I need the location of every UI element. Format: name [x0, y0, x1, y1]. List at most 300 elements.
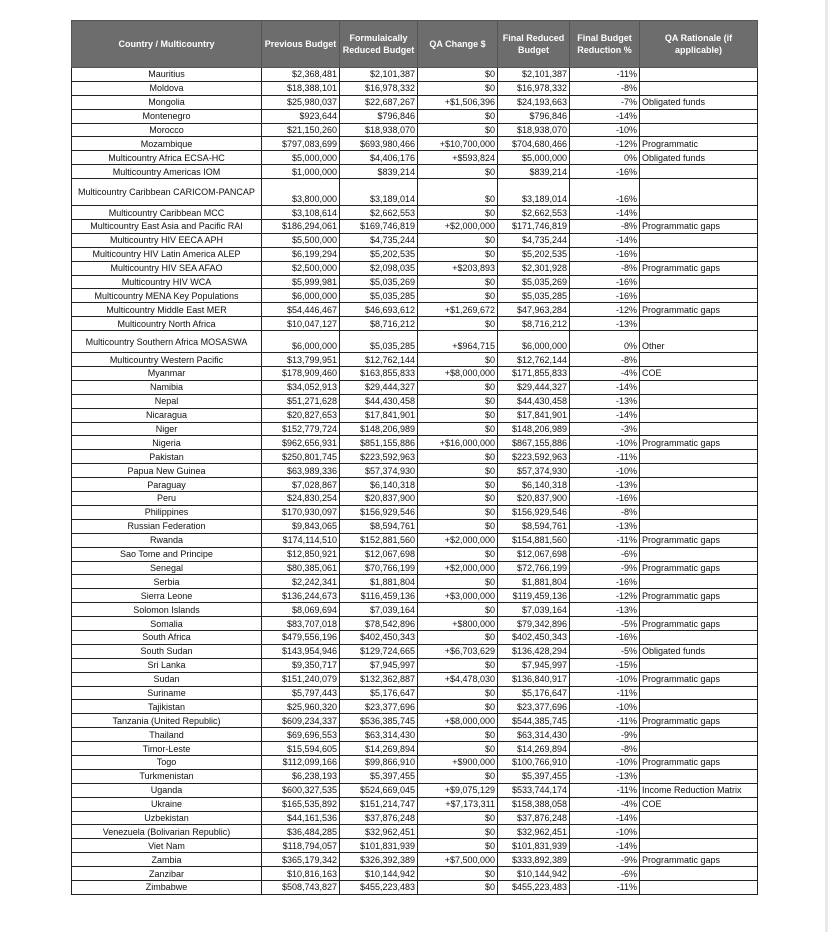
- cell-formulaic-budget: $2,662,553: [340, 206, 418, 220]
- table-row: [72, 317, 758, 331]
- cell-qa-change: $0: [418, 317, 498, 331]
- cell-previous-budget: $7,028,867: [262, 478, 340, 492]
- cell-country: Multicountry Americas IOM: [72, 165, 262, 179]
- cell-reduction-pct: -10%: [570, 700, 640, 714]
- cell-country: Zanzibar: [72, 867, 262, 881]
- cell-qa-change: $0: [418, 380, 498, 394]
- cell-reduction-pct: -8%: [570, 220, 640, 234]
- cell-qa-rationale: [640, 422, 758, 436]
- table-row: [72, 839, 758, 853]
- cell-previous-budget: $9,843,065: [262, 519, 340, 533]
- cell-formulaic-budget: $163,855,833: [340, 367, 418, 381]
- cell-qa-rationale: [640, 478, 758, 492]
- cell-formulaic-budget: $4,406,176: [340, 151, 418, 165]
- cell-reduction-pct: -13%: [570, 519, 640, 533]
- cell-qa-rationale: [640, 165, 758, 179]
- cell-previous-budget: $2,368,481: [262, 68, 340, 82]
- cell-qa-rationale: [640, 603, 758, 617]
- cell-formulaic-budget: $524,669,045: [340, 783, 418, 797]
- cell-country: Viet Nam: [72, 839, 262, 853]
- cell-qa-change: $0: [418, 123, 498, 137]
- cell-previous-budget: $600,327,535: [262, 783, 340, 797]
- cell-qa-change: $0: [418, 519, 498, 533]
- cell-formulaic-budget: $18,938,070: [340, 123, 418, 137]
- cell-country: Nicaragua: [72, 408, 262, 422]
- cell-qa-change: +$800,000: [418, 617, 498, 631]
- cell-final-budget: $5,397,455: [498, 769, 570, 783]
- cell-qa-rationale: [640, 547, 758, 561]
- cell-formulaic-budget: $169,746,819: [340, 220, 418, 234]
- cell-qa-rationale: [640, 728, 758, 742]
- cell-final-budget: $44,430,458: [498, 394, 570, 408]
- cell-qa-rationale: Programmatic gaps: [640, 617, 758, 631]
- cell-formulaic-budget: $839,214: [340, 165, 418, 179]
- cell-qa-rationale: [640, 233, 758, 247]
- cell-country: Sri Lanka: [72, 658, 262, 672]
- cell-previous-budget: $797,083,699: [262, 137, 340, 151]
- cell-qa-rationale: Programmatic gaps: [640, 261, 758, 275]
- cell-formulaic-budget: $7,945,997: [340, 658, 418, 672]
- cell-formulaic-budget: $101,831,939: [340, 839, 418, 853]
- table-row: [72, 95, 758, 109]
- cell-final-budget: $171,746,819: [498, 220, 570, 234]
- cell-country: Zambia: [72, 853, 262, 867]
- cell-country: Multicountry Africa ECSA-HC: [72, 151, 262, 165]
- cell-reduction-pct: -14%: [570, 811, 640, 825]
- cell-previous-budget: $6,238,193: [262, 769, 340, 783]
- cell-formulaic-budget: $63,314,430: [340, 728, 418, 742]
- cell-country: Uzbekistan: [72, 811, 262, 825]
- cell-country: Suriname: [72, 686, 262, 700]
- cell-final-budget: $171,855,833: [498, 367, 570, 381]
- cell-formulaic-budget: $129,724,665: [340, 644, 418, 658]
- cell-formulaic-budget: $6,140,318: [340, 478, 418, 492]
- cell-country: Multicountry MENA Key Populations: [72, 289, 262, 303]
- cell-previous-budget: $44,161,536: [262, 811, 340, 825]
- cell-previous-budget: $63,989,336: [262, 464, 340, 478]
- cell-reduction-pct: -13%: [570, 394, 640, 408]
- cell-final-budget: $2,101,387: [498, 68, 570, 82]
- cell-country: Tanzania (United Republic): [72, 714, 262, 728]
- cell-qa-change: +$1,269,672: [418, 303, 498, 317]
- cell-country: Mauritius: [72, 68, 262, 82]
- cell-previous-budget: $186,294,061: [262, 220, 340, 234]
- header-final-reduced-budget: Final Reduced Budget: [498, 21, 570, 68]
- cell-qa-change: $0: [418, 825, 498, 839]
- cell-reduction-pct: -10%: [570, 464, 640, 478]
- cell-reduction-pct: -16%: [570, 630, 640, 644]
- cell-previous-budget: $25,960,320: [262, 700, 340, 714]
- cell-country: Tajikistan: [72, 700, 262, 714]
- cell-qa-change: +$6,703,629: [418, 644, 498, 658]
- cell-reduction-pct: -9%: [570, 853, 640, 867]
- cell-qa-rationale: [640, 317, 758, 331]
- cell-final-budget: $402,450,343: [498, 630, 570, 644]
- cell-final-budget: $6,000,000: [498, 331, 570, 353]
- cell-previous-budget: $3,800,000: [262, 179, 340, 206]
- cell-country: Montenegro: [72, 109, 262, 123]
- cell-final-budget: $24,193,663: [498, 95, 570, 109]
- cell-qa-rationale: [640, 686, 758, 700]
- cell-reduction-pct: -14%: [570, 839, 640, 853]
- cell-formulaic-budget: $156,929,546: [340, 505, 418, 519]
- cell-previous-budget: $151,240,079: [262, 672, 340, 686]
- table-row: [72, 519, 758, 533]
- cell-previous-budget: $12,850,921: [262, 547, 340, 561]
- cell-country: Rwanda: [72, 533, 262, 547]
- cell-qa-rationale: [640, 519, 758, 533]
- cell-previous-budget: $479,556,196: [262, 630, 340, 644]
- cell-qa-rationale: [640, 123, 758, 137]
- cell-final-budget: $32,962,451: [498, 825, 570, 839]
- cell-final-budget: $455,223,483: [498, 880, 570, 894]
- cell-qa-rationale: [640, 769, 758, 783]
- cell-formulaic-budget: $78,542,896: [340, 617, 418, 631]
- table-row: [72, 275, 758, 289]
- cell-final-budget: $533,744,174: [498, 783, 570, 797]
- cell-formulaic-budget: $851,155,886: [340, 436, 418, 450]
- cell-reduction-pct: -12%: [570, 137, 640, 151]
- cell-final-budget: $10,144,942: [498, 867, 570, 881]
- cell-reduction-pct: -9%: [570, 561, 640, 575]
- cell-final-budget: $79,342,896: [498, 617, 570, 631]
- cell-reduction-pct: -14%: [570, 109, 640, 123]
- cell-reduction-pct: -8%: [570, 261, 640, 275]
- cell-qa-change: +$2,000,000: [418, 561, 498, 575]
- cell-qa-change: $0: [418, 575, 498, 589]
- cell-final-budget: $47,963,284: [498, 303, 570, 317]
- cell-final-budget: $4,735,244: [498, 233, 570, 247]
- cell-reduction-pct: 0%: [570, 151, 640, 165]
- cell-formulaic-budget: $223,592,963: [340, 450, 418, 464]
- table-row: [72, 867, 758, 881]
- cell-qa-change: $0: [418, 353, 498, 367]
- cell-qa-change: $0: [418, 867, 498, 881]
- cell-previous-budget: $10,047,127: [262, 317, 340, 331]
- header-final-budget-reduction-pct: Final Budget Reduction %: [570, 21, 640, 68]
- cell-qa-rationale: Programmatic gaps: [640, 533, 758, 547]
- cell-final-budget: $8,594,761: [498, 519, 570, 533]
- table-row: [72, 644, 758, 658]
- table-row: [72, 686, 758, 700]
- cell-formulaic-budget: $57,374,930: [340, 464, 418, 478]
- cell-qa-change: $0: [418, 275, 498, 289]
- cell-reduction-pct: -8%: [570, 81, 640, 95]
- cell-qa-change: $0: [418, 547, 498, 561]
- cell-final-budget: $544,385,745: [498, 714, 570, 728]
- cell-previous-budget: $25,980,037: [262, 95, 340, 109]
- cell-final-budget: $12,762,144: [498, 353, 570, 367]
- cell-qa-change: $0: [418, 289, 498, 303]
- cell-country: Senegal: [72, 561, 262, 575]
- cell-final-budget: $57,374,930: [498, 464, 570, 478]
- cell-qa-rationale: [640, 68, 758, 82]
- cell-qa-change: +$8,000,000: [418, 714, 498, 728]
- table-row: [72, 561, 758, 575]
- cell-qa-rationale: [640, 275, 758, 289]
- cell-country: Multicountry Western Pacific: [72, 353, 262, 367]
- cell-formulaic-budget: $46,693,612: [340, 303, 418, 317]
- cell-formulaic-budget: $17,841,901: [340, 408, 418, 422]
- cell-final-budget: $23,377,696: [498, 700, 570, 714]
- table-row: [72, 880, 758, 894]
- cell-formulaic-budget: $796,846: [340, 109, 418, 123]
- cell-reduction-pct: -14%: [570, 380, 640, 394]
- cell-formulaic-budget: $5,397,455: [340, 769, 418, 783]
- cell-qa-rationale: [640, 839, 758, 853]
- cell-previous-budget: $5,797,443: [262, 686, 340, 700]
- table-row: [72, 547, 758, 561]
- cell-qa-change: $0: [418, 478, 498, 492]
- cell-country: Multicountry Southern Africa MOSASWA: [72, 331, 262, 353]
- cell-formulaic-budget: $23,377,696: [340, 700, 418, 714]
- cell-formulaic-budget: $152,881,560: [340, 533, 418, 547]
- cell-qa-change: $0: [418, 109, 498, 123]
- cell-reduction-pct: -5%: [570, 644, 640, 658]
- table-row: [72, 769, 758, 783]
- cell-previous-budget: $1,000,000: [262, 165, 340, 179]
- table-row: [72, 220, 758, 234]
- cell-final-budget: $158,388,058: [498, 797, 570, 811]
- cell-reduction-pct: -14%: [570, 206, 640, 220]
- cell-country: Nepal: [72, 394, 262, 408]
- cell-formulaic-budget: $20,837,900: [340, 492, 418, 506]
- cell-final-budget: $5,176,647: [498, 686, 570, 700]
- cell-qa-change: +$3,000,000: [418, 589, 498, 603]
- cell-previous-budget: $9,350,717: [262, 658, 340, 672]
- cell-previous-budget: $2,242,341: [262, 575, 340, 589]
- table-row: [72, 303, 758, 317]
- cell-previous-budget: $962,656,931: [262, 436, 340, 450]
- cell-previous-budget: $118,794,057: [262, 839, 340, 853]
- cell-formulaic-budget: $29,444,327: [340, 380, 418, 394]
- table-row: [72, 658, 758, 672]
- cell-formulaic-budget: $12,067,698: [340, 547, 418, 561]
- cell-previous-budget: $36,484,285: [262, 825, 340, 839]
- table-row: [72, 233, 758, 247]
- cell-previous-budget: $5,999,981: [262, 275, 340, 289]
- cell-qa-rationale: [640, 353, 758, 367]
- table-row: [72, 380, 758, 394]
- cell-final-budget: $2,662,553: [498, 206, 570, 220]
- cell-previous-budget: $13,799,951: [262, 353, 340, 367]
- cell-final-budget: $154,881,560: [498, 533, 570, 547]
- table-row: [72, 353, 758, 367]
- cell-reduction-pct: 0%: [570, 331, 640, 353]
- table-row: [72, 367, 758, 381]
- table-row: [72, 247, 758, 261]
- table-row: [72, 492, 758, 506]
- cell-formulaic-budget: $5,035,285: [340, 331, 418, 353]
- cell-final-budget: $12,067,698: [498, 547, 570, 561]
- table-row: [72, 394, 758, 408]
- table-row: [72, 478, 758, 492]
- cell-final-budget: $72,766,199: [498, 561, 570, 575]
- cell-qa-change: +$16,000,000: [418, 436, 498, 450]
- cell-reduction-pct: -8%: [570, 742, 640, 756]
- cell-final-budget: $16,978,332: [498, 81, 570, 95]
- cell-reduction-pct: -10%: [570, 123, 640, 137]
- cell-final-budget: $3,189,014: [498, 179, 570, 206]
- cell-previous-budget: $365,179,342: [262, 853, 340, 867]
- cell-reduction-pct: -14%: [570, 408, 640, 422]
- cell-previous-budget: $143,954,946: [262, 644, 340, 658]
- cell-final-budget: $37,876,248: [498, 811, 570, 825]
- cell-qa-change: $0: [418, 68, 498, 82]
- cell-qa-change: +$964,715: [418, 331, 498, 353]
- cell-reduction-pct: -7%: [570, 95, 640, 109]
- cell-reduction-pct: -12%: [570, 589, 640, 603]
- cell-qa-rationale: Programmatic gaps: [640, 589, 758, 603]
- cell-qa-rationale: [640, 700, 758, 714]
- cell-formulaic-budget: $116,459,136: [340, 589, 418, 603]
- cell-qa-change: $0: [418, 233, 498, 247]
- cell-country: Somalia: [72, 617, 262, 631]
- table-row: [72, 603, 758, 617]
- cell-previous-budget: $6,000,000: [262, 289, 340, 303]
- cell-qa-change: $0: [418, 179, 498, 206]
- cell-reduction-pct: -13%: [570, 603, 640, 617]
- cell-reduction-pct: -10%: [570, 436, 640, 450]
- cell-qa-change: +$1,506,396: [418, 95, 498, 109]
- cell-country: Multicountry Caribbean CARICOM-PANCAP: [72, 179, 262, 206]
- table-row: [72, 81, 758, 95]
- cell-previous-budget: $165,535,892: [262, 797, 340, 811]
- cell-formulaic-budget: $16,978,332: [340, 81, 418, 95]
- cell-country: Sao Tome and Principe: [72, 547, 262, 561]
- cell-formulaic-budget: $536,385,745: [340, 714, 418, 728]
- table-row: [72, 742, 758, 756]
- cell-qa-change: $0: [418, 630, 498, 644]
- cell-qa-change: +$2,000,000: [418, 220, 498, 234]
- table-row: [72, 289, 758, 303]
- cell-previous-budget: $250,801,745: [262, 450, 340, 464]
- table-row: [72, 331, 758, 353]
- cell-qa-change: $0: [418, 206, 498, 220]
- cell-country: Peru: [72, 492, 262, 506]
- cell-formulaic-budget: $10,144,942: [340, 867, 418, 881]
- table-row: [72, 505, 758, 519]
- cell-country: Thailand: [72, 728, 262, 742]
- cell-qa-rationale: [640, 206, 758, 220]
- cell-qa-change: $0: [418, 603, 498, 617]
- cell-reduction-pct: -15%: [570, 658, 640, 672]
- cell-reduction-pct: -16%: [570, 492, 640, 506]
- table-row: [72, 464, 758, 478]
- table-row: [72, 123, 758, 137]
- cell-formulaic-budget: $12,762,144: [340, 353, 418, 367]
- cell-qa-change: +$593,824: [418, 151, 498, 165]
- cell-final-budget: $100,766,910: [498, 755, 570, 769]
- cell-final-budget: $7,945,997: [498, 658, 570, 672]
- cell-qa-change: $0: [418, 839, 498, 853]
- table-row: [72, 179, 758, 206]
- cell-qa-rationale: Obligated funds: [640, 151, 758, 165]
- cell-qa-rationale: [640, 247, 758, 261]
- cell-formulaic-budget: $14,269,894: [340, 742, 418, 756]
- cell-country: Nigeria: [72, 436, 262, 450]
- table-row: [72, 811, 758, 825]
- cell-qa-rationale: Programmatic gaps: [640, 561, 758, 575]
- cell-country: Russian Federation: [72, 519, 262, 533]
- cell-final-budget: $704,680,466: [498, 137, 570, 151]
- cell-reduction-pct: -11%: [570, 68, 640, 82]
- cell-country: South Sudan: [72, 644, 262, 658]
- cell-final-budget: $5,035,285: [498, 289, 570, 303]
- cell-final-budget: $7,039,164: [498, 603, 570, 617]
- cell-reduction-pct: -6%: [570, 547, 640, 561]
- cell-country: Moldova: [72, 81, 262, 95]
- cell-country: Paraguay: [72, 478, 262, 492]
- cell-country: Timor-Leste: [72, 742, 262, 756]
- cell-qa-rationale: Obligated funds: [640, 95, 758, 109]
- table-header: [72, 21, 758, 68]
- cell-formulaic-budget: $151,214,747: [340, 797, 418, 811]
- cell-qa-rationale: [640, 394, 758, 408]
- cell-country: Philippines: [72, 505, 262, 519]
- cell-previous-budget: $51,271,628: [262, 394, 340, 408]
- cell-qa-change: $0: [418, 394, 498, 408]
- cell-final-budget: $5,202,535: [498, 247, 570, 261]
- cell-final-budget: $29,444,327: [498, 380, 570, 394]
- cell-formulaic-budget: $693,980,466: [340, 137, 418, 151]
- cell-formulaic-budget: $132,362,887: [340, 672, 418, 686]
- cell-country: Niger: [72, 422, 262, 436]
- cell-qa-rationale: Programmatic gaps: [640, 303, 758, 317]
- table-row: [72, 728, 758, 742]
- cell-previous-budget: $20,827,653: [262, 408, 340, 422]
- table-row: [72, 137, 758, 151]
- cell-qa-rationale: COE: [640, 367, 758, 381]
- cell-formulaic-budget: $455,223,483: [340, 880, 418, 894]
- cell-final-budget: $136,840,917: [498, 672, 570, 686]
- cell-reduction-pct: -3%: [570, 422, 640, 436]
- cell-country: Sierra Leone: [72, 589, 262, 603]
- cell-country: Uganda: [72, 783, 262, 797]
- cell-final-budget: $101,831,939: [498, 839, 570, 853]
- cell-reduction-pct: -4%: [570, 797, 640, 811]
- cell-previous-budget: $609,234,337: [262, 714, 340, 728]
- table-row: [72, 436, 758, 450]
- cell-reduction-pct: -16%: [570, 165, 640, 179]
- header-qa-rationale: QA Rationale (if applicable): [640, 21, 758, 68]
- cell-formulaic-budget: $3,189,014: [340, 179, 418, 206]
- cell-previous-budget: $54,446,467: [262, 303, 340, 317]
- cell-formulaic-budget: $5,035,269: [340, 275, 418, 289]
- cell-country: Papua New Guinea: [72, 464, 262, 478]
- cell-formulaic-budget: $8,716,212: [340, 317, 418, 331]
- cell-country: Solomon Islands: [72, 603, 262, 617]
- cell-final-budget: $156,929,546: [498, 505, 570, 519]
- cell-previous-budget: $2,500,000: [262, 261, 340, 275]
- table-row: [72, 165, 758, 179]
- cell-formulaic-budget: $5,176,647: [340, 686, 418, 700]
- cell-final-budget: $18,938,070: [498, 123, 570, 137]
- table-row: [72, 672, 758, 686]
- table-row: [72, 853, 758, 867]
- cell-reduction-pct: -13%: [570, 478, 640, 492]
- cell-final-budget: $6,140,318: [498, 478, 570, 492]
- cell-qa-change: $0: [418, 742, 498, 756]
- cell-reduction-pct: -10%: [570, 672, 640, 686]
- cell-qa-change: $0: [418, 247, 498, 261]
- cell-country: Multicountry North Africa: [72, 317, 262, 331]
- cell-country: South Africa: [72, 630, 262, 644]
- cell-final-budget: $796,846: [498, 109, 570, 123]
- cell-qa-change: +$8,000,000: [418, 367, 498, 381]
- table-row: [72, 408, 758, 422]
- cell-reduction-pct: -6%: [570, 867, 640, 881]
